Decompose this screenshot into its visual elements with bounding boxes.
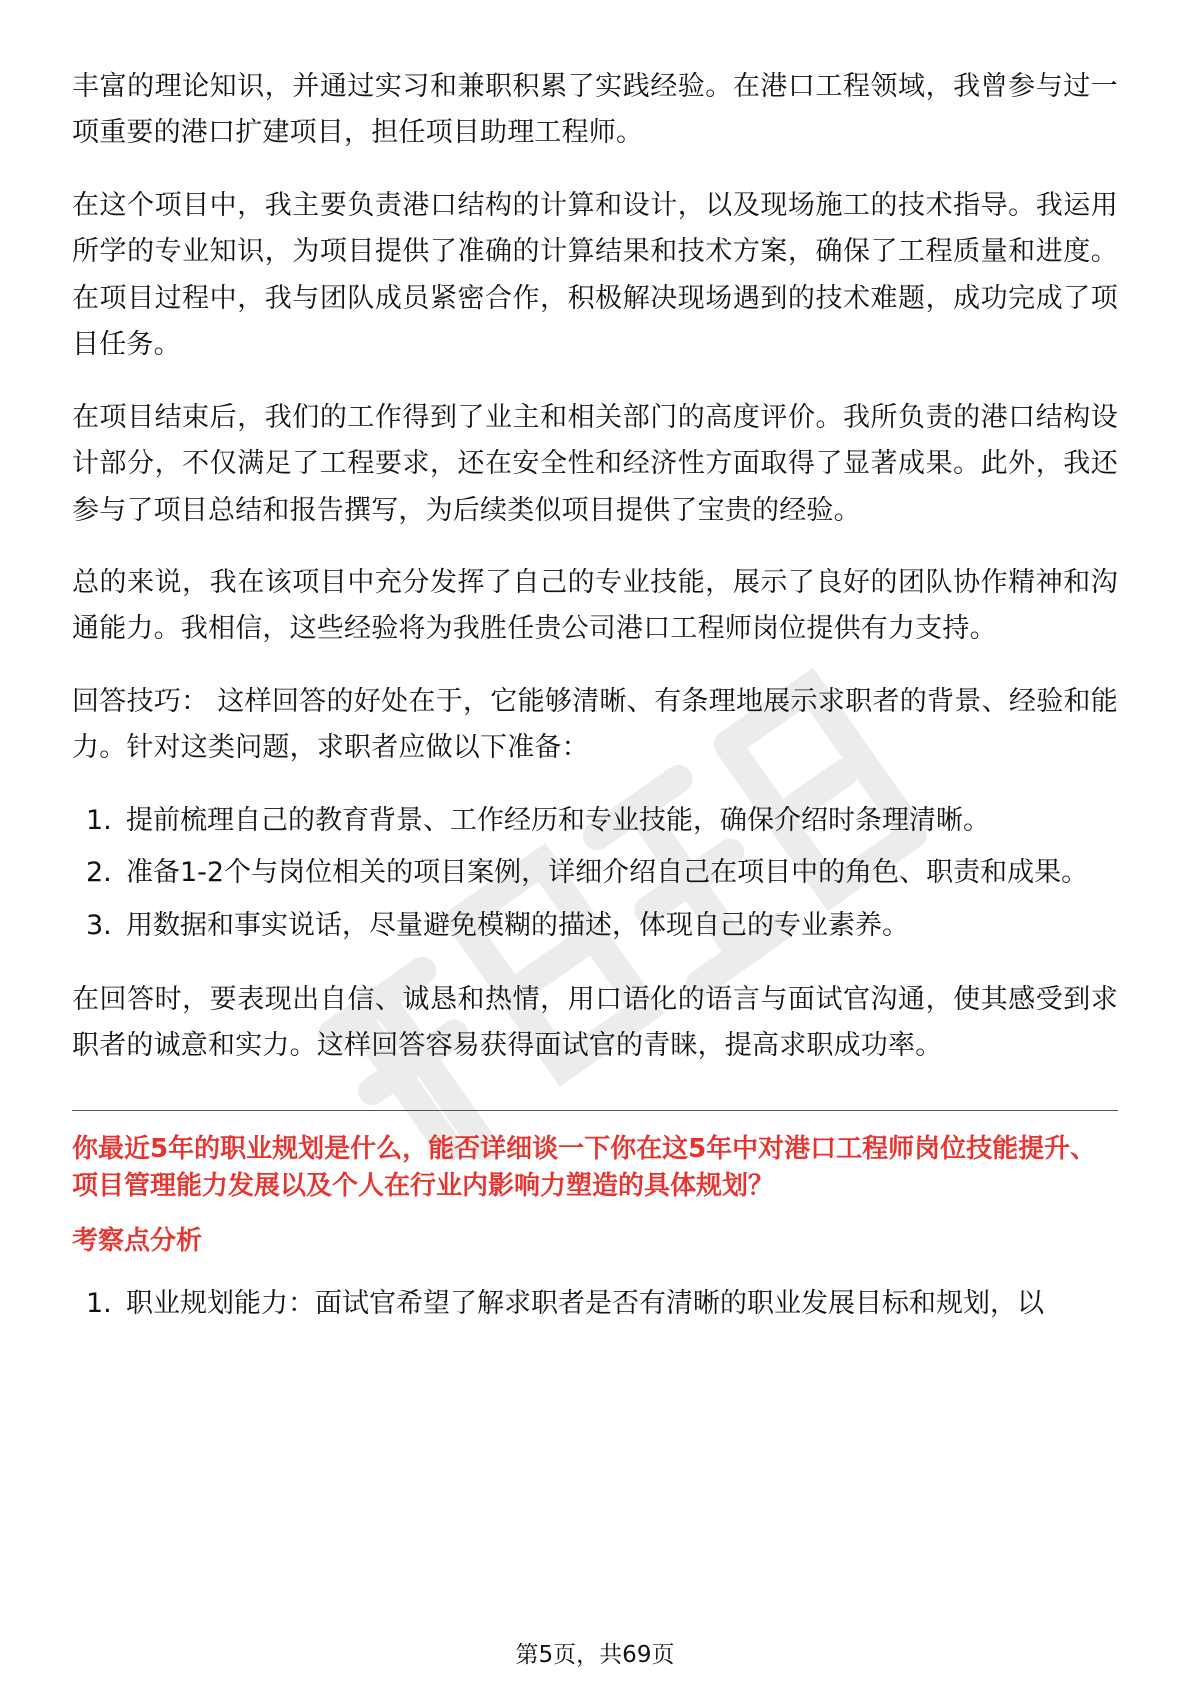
- document-page: [72, 64, 1118, 1356]
- list-item-text: 用数据和事实说话，尽量避免模糊的描述，体现自己的专业素养。: [126, 909, 909, 941]
- paragraph: 在项目结束后，我们的工作得到了业主和相关部门的高度评价。我所负责的港口结构设计部分，不仅满足了工程要求，还在安全性和经济性方面取得了显著成果。此外，我还参与了项目总结和报告撰写，为后续类似项目提供了宝贵的经验。: [72, 401, 1118, 526]
- paragraph: 在这个项目中，我主要负责港口结构的计算和设计，以及现场施工的技术指导。我运用所学的专业知识，为项目提供了准确的计算结果和技术方案，确保了工程质量和进度。在项目过程中，我与团队成员紧密合作，积极解决现场遇到的技术难题，成功完成了项目任务。: [72, 189, 1118, 361]
- interview-question: 你最近5年的职业规划是什么，能否详细谈一下你在这5年中对港口工程师岗位技能提升、项目管理能力发展以及个人在行业内影响力塑造的具体规划？: [72, 1133, 1097, 1201]
- paragraph: 丰富的理论知识，并通过实习和兼职积累了实践经验。在港口工程领域，我曾参与过一项重要的港口扩建项目，担任项目助理工程师。: [72, 71, 1118, 149]
- list-number: 3.: [86, 909, 112, 941]
- list-item: [72, 903, 1118, 949]
- answer-tips-intro: 回答技巧： 这样回答的好处在于，它能够清晰、有条理地展示求职者的背景、经验和能力。针对这类问题，求职者应做以下准备：: [72, 685, 1118, 764]
- page-footer: 第5页，共69页: [515, 1642, 675, 1668]
- list-item-text: 职业规划能力：面试官希望了解求职者是否有清晰的职业发展目标和规划，以: [126, 1288, 1044, 1320]
- analysis-list: [72, 1281, 1118, 1327]
- list-item-text: 准备1-2个与岗位相关的项目案例，详细介绍自己在项目中的角色、职责和成果。: [126, 857, 1089, 889]
- section-divider: [72, 1110, 1118, 1111]
- list-item-text: 提前梳理自己的教育背景、工作经历和专业技能，确保介绍时条理清晰。: [126, 804, 990, 836]
- list-number: 2.: [86, 857, 112, 889]
- list-item: [72, 850, 1118, 896]
- paragraph: 总的来说，我在该项目中充分发挥了自己的专业技能，展示了良好的团队协作精神和沟通能力。我相信，这些经验将为我胜任贵公司港口工程师岗位提供有力支持。: [72, 566, 1118, 645]
- list-item: [72, 1281, 1118, 1327]
- list-number: 1.: [86, 804, 112, 836]
- list-item: [72, 798, 1118, 844]
- analysis-heading: 考察点分析: [72, 1225, 203, 1256]
- tips-list: [72, 798, 1118, 949]
- closing-paragraph: 在回答时，要表现出自信、诚恳和热情，用口语化的语言与面试官沟通，使其感受到求职者的诚意和实力。这样回答容易获得面试官的青睐，提高求职成功率。: [72, 984, 1118, 1062]
- list-number: 1.: [86, 1288, 112, 1320]
